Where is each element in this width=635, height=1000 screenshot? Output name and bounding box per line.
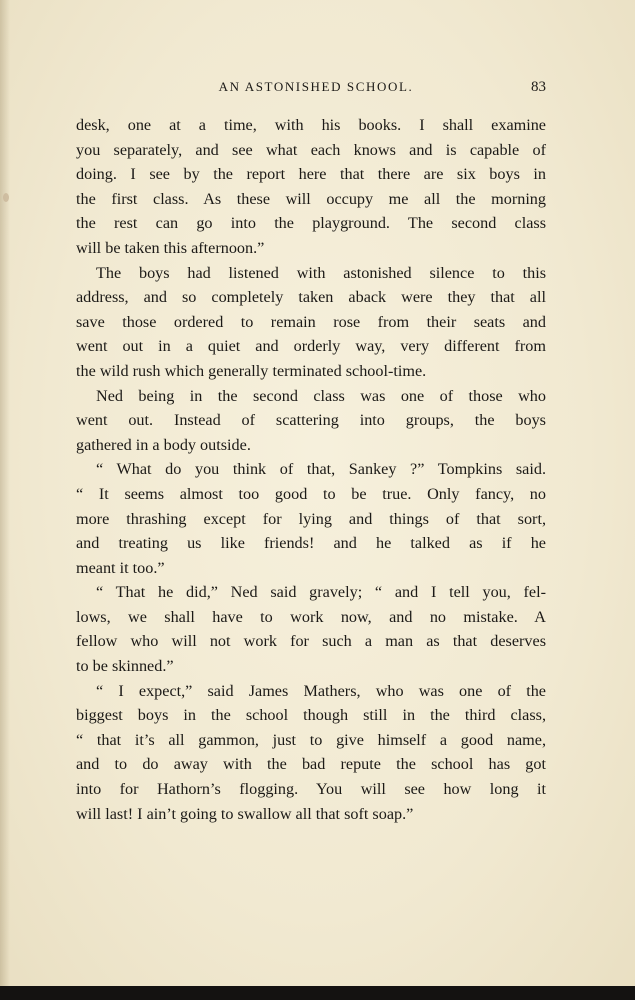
page-edge-shadow — [0, 0, 10, 1000]
text-line: the first class. As these will occupy me all the morning — [76, 189, 546, 208]
text-line: into for Hathorn’s flogging. You will see how long it — [76, 780, 546, 799]
text-line: address, and so completely taken aback were they that all — [76, 288, 546, 307]
text-line: biggest boys in the school though still in the third class, — [76, 706, 546, 725]
text-line: Ned being in the second class was one of those who — [96, 386, 546, 405]
text-line: gathered in a body outside. — [76, 435, 251, 454]
text-line: will be taken this afternoon.” — [76, 238, 265, 257]
text-line: more thrashing except for lying and things of that sort, — [76, 509, 546, 528]
page-number: 83 — [531, 79, 546, 95]
text-line: went out in a quiet and orderly way, very different from — [76, 337, 546, 356]
running-head — [0, 77, 635, 97]
text-line: The boys had listened with astonished silence to this — [96, 263, 546, 282]
text-line: “ I expect,” said James Mathers, who was one of the — [96, 681, 546, 700]
running-head-title: AN ASTONISHED SCHOOL. — [218, 79, 414, 94]
text-line: meant it too.” — [76, 558, 165, 577]
text-line: fellow who will not work for such a man as that deserves — [76, 632, 546, 651]
text-line: will last! I ain’t going to swallow all that soft soap.” — [76, 804, 414, 823]
text-line: “ That he did,” Ned said gravely; “ and I tell you, fel- — [96, 583, 546, 602]
body-text — [76, 113, 546, 826]
text-line: the rest can go into the playground. The second class — [76, 214, 546, 233]
text-line: to be skinned.” — [76, 657, 174, 676]
text-line: you separately, and see what each knows and is capable of — [76, 140, 546, 159]
paper-spot — [3, 193, 9, 202]
text-line: went out. Instead of scattering into groups, the boys — [76, 411, 546, 430]
text-line: “ that it’s all gammon, just to give himself a good name, — [76, 730, 546, 749]
text-line: the wild rush which generally terminated school-time. — [76, 361, 427, 380]
text-line: and treating us like friends! and he talked as if he — [76, 534, 546, 553]
scan-border — [0, 986, 635, 1000]
text-line: desk, one at a time, with his books. I shall examine — [76, 116, 546, 134]
text-line: doing. I see by the report here that there are six boys in — [76, 165, 546, 184]
text-line: “ What do you think of that, Sankey ?” Tompkins said. — [96, 460, 546, 479]
text-line: save those ordered to remain rose from their seats and — [76, 312, 546, 331]
text-line: and to do away with the bad repute the school has got — [76, 755, 546, 774]
text-line: lows, we shall have to work now, and no mistake. A — [76, 607, 546, 626]
text-line: “ It seems almost too good to be true. Only fancy, no — [76, 484, 546, 503]
